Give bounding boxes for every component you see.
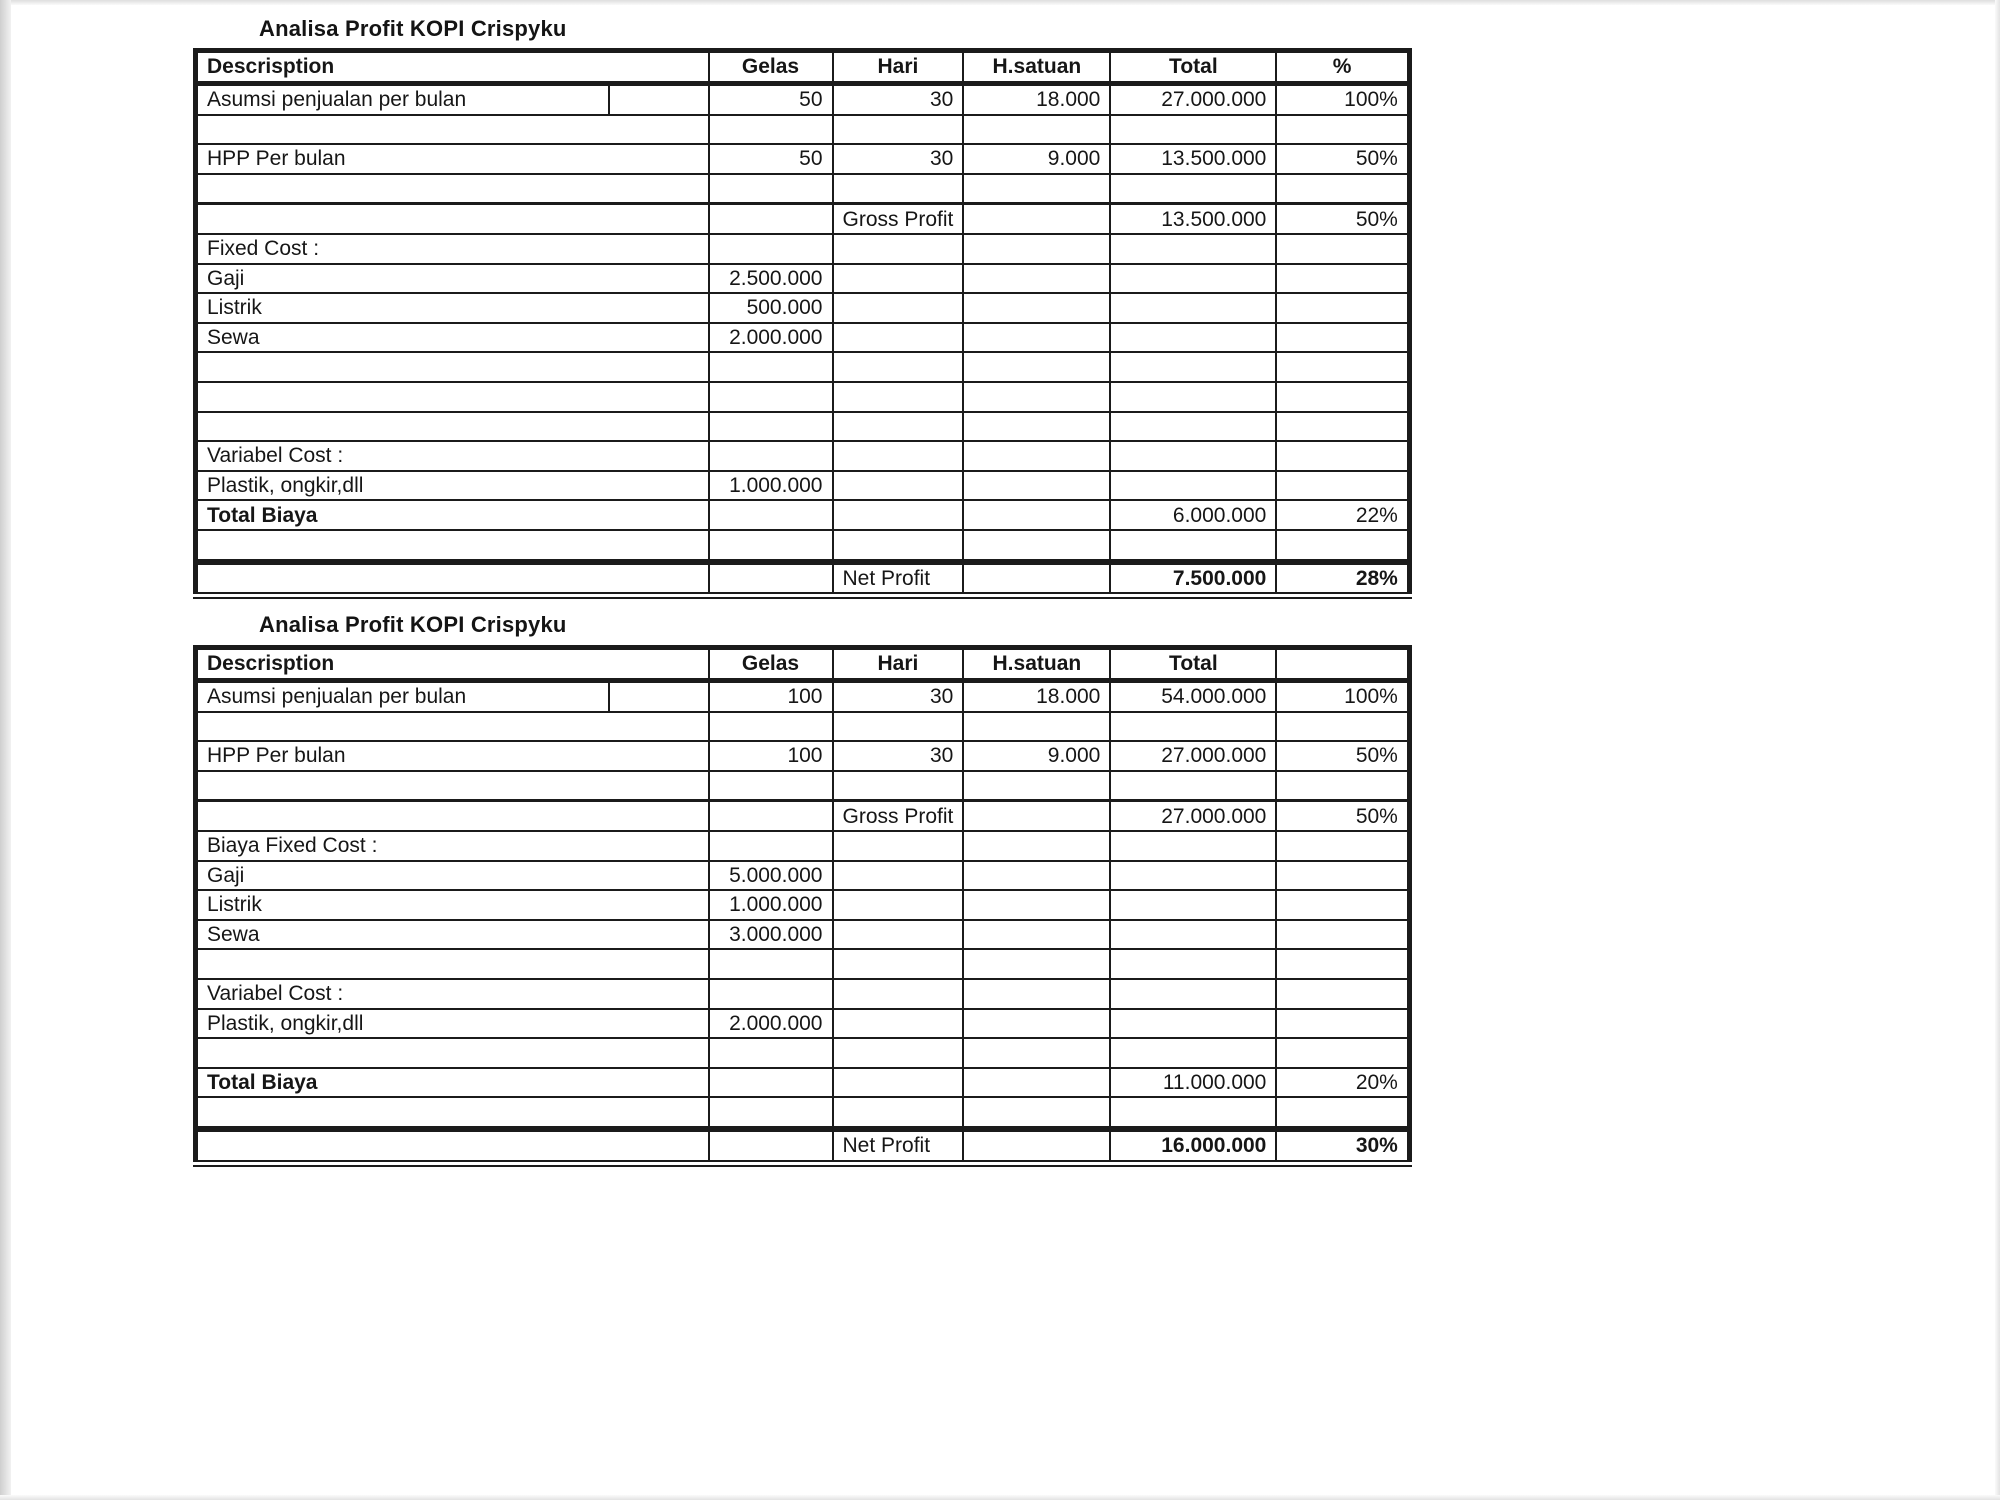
table-cell: 7.500.000 bbox=[1110, 562, 1276, 596]
table-cell bbox=[196, 115, 709, 145]
table-cell bbox=[963, 471, 1110, 501]
table-cell: 20% bbox=[1276, 1068, 1409, 1098]
table-cell bbox=[1110, 949, 1276, 979]
table-cell bbox=[1276, 174, 1409, 204]
table-cell: Sewa bbox=[196, 920, 709, 950]
table-cell: 27.000.000 bbox=[1110, 741, 1276, 771]
table-cell bbox=[833, 1068, 964, 1098]
table-cell bbox=[709, 441, 833, 471]
table-cell bbox=[833, 920, 964, 950]
table-row bbox=[196, 831, 1410, 861]
table-cell bbox=[709, 382, 833, 412]
table-cell bbox=[1110, 293, 1276, 323]
table-cell: 5.000.000 bbox=[709, 861, 833, 891]
table-cell bbox=[833, 949, 964, 979]
table-cell bbox=[709, 234, 833, 264]
table-cell: Asumsi penjualan per bulan bbox=[196, 681, 709, 712]
table-row bbox=[196, 920, 1410, 950]
table-cell bbox=[963, 801, 1110, 831]
table-title: Analisa Profit KOPI Crispyku bbox=[259, 16, 567, 41]
table-cell: 13.500.000 bbox=[1110, 144, 1276, 174]
table-cell bbox=[1276, 771, 1409, 801]
table-row bbox=[196, 801, 1410, 831]
table-row bbox=[196, 890, 1410, 920]
table-cell bbox=[963, 771, 1110, 801]
table-row bbox=[196, 861, 1410, 891]
table-cell bbox=[709, 204, 833, 234]
column-header: % bbox=[1276, 51, 1409, 84]
table-cell: 16.000.000 bbox=[1110, 1129, 1276, 1163]
table-cell bbox=[709, 1097, 833, 1129]
table-row bbox=[196, 1038, 1410, 1068]
table-row bbox=[196, 771, 1410, 801]
table-cell bbox=[833, 712, 964, 742]
table-cell bbox=[1276, 1038, 1409, 1068]
table-cell bbox=[196, 712, 709, 742]
table-cell: 30 bbox=[833, 144, 964, 174]
table-cell: 30 bbox=[833, 84, 964, 115]
table-cell bbox=[833, 1097, 964, 1129]
table-cell bbox=[1110, 1097, 1276, 1129]
table-cell: 100% bbox=[1276, 84, 1409, 115]
column-header: H.satuan bbox=[963, 51, 1110, 84]
table-cell bbox=[1276, 712, 1409, 742]
table-cell bbox=[963, 562, 1110, 596]
table-cell bbox=[1110, 771, 1276, 801]
table-cell bbox=[709, 831, 833, 861]
table-cell bbox=[1110, 323, 1276, 353]
table-cell: 30% bbox=[1276, 1129, 1409, 1163]
table-cell: 50 bbox=[709, 144, 833, 174]
table-row bbox=[196, 174, 1410, 204]
table-cell bbox=[833, 771, 964, 801]
table-cell bbox=[1110, 920, 1276, 950]
table-cell: 22% bbox=[1276, 500, 1409, 530]
table-cell: 54.000.000 bbox=[1110, 681, 1276, 712]
table-cell: Net Profit bbox=[833, 1129, 964, 1163]
table-cell bbox=[833, 293, 964, 323]
table-cell bbox=[1110, 412, 1276, 442]
table-cell bbox=[833, 1009, 964, 1039]
table-cell bbox=[709, 1068, 833, 1098]
table-row bbox=[196, 712, 1410, 742]
table-cell bbox=[833, 831, 964, 861]
table-row bbox=[196, 530, 1410, 562]
table-cell bbox=[196, 562, 709, 596]
table-cell: Fixed Cost : bbox=[196, 234, 709, 264]
table-cell bbox=[1110, 174, 1276, 204]
table-cell bbox=[1110, 979, 1276, 1009]
table-cell: Listrik bbox=[196, 293, 709, 323]
table-cell bbox=[1276, 920, 1409, 950]
table-cell: 9.000 bbox=[963, 144, 1110, 174]
table-cell bbox=[709, 979, 833, 1009]
table-cell bbox=[1276, 530, 1409, 562]
table-row bbox=[196, 1129, 1410, 1163]
table-cell bbox=[709, 500, 833, 530]
table-cell bbox=[1276, 861, 1409, 891]
table-cell bbox=[1276, 115, 1409, 145]
table-cell bbox=[196, 771, 709, 801]
table-cell: 27.000.000 bbox=[1110, 84, 1276, 115]
table-cell bbox=[1276, 234, 1409, 264]
table-cell: Variabel Cost : bbox=[196, 979, 709, 1009]
table-cell bbox=[196, 204, 709, 234]
table-row bbox=[196, 264, 1410, 294]
table-cell bbox=[833, 441, 964, 471]
table-row bbox=[196, 352, 1410, 382]
table-cell bbox=[833, 264, 964, 294]
table-cell: Total Biaya bbox=[196, 1068, 709, 1098]
table-cell bbox=[963, 500, 1110, 530]
table-cell bbox=[963, 412, 1110, 442]
table-cell bbox=[709, 174, 833, 204]
table-cell bbox=[833, 530, 964, 562]
table-cell bbox=[1110, 382, 1276, 412]
column-header bbox=[1276, 648, 1409, 681]
table-cell bbox=[196, 1097, 709, 1129]
table-cell bbox=[963, 352, 1110, 382]
table-row bbox=[196, 500, 1410, 530]
table-row bbox=[196, 1009, 1410, 1039]
column-header: Hari bbox=[833, 648, 964, 681]
table-cell bbox=[963, 712, 1110, 742]
table-cell bbox=[833, 115, 964, 145]
table-cell: Net Profit bbox=[833, 562, 964, 596]
scan-edge-artifact bbox=[0, 0, 11, 1500]
table-cell bbox=[1110, 861, 1276, 891]
column-header: Gelas bbox=[709, 51, 833, 84]
table-row bbox=[196, 144, 1410, 174]
table-cell bbox=[833, 500, 964, 530]
table-cell bbox=[963, 920, 1110, 950]
table-cell bbox=[196, 1038, 709, 1068]
table-cell bbox=[963, 1038, 1110, 1068]
table-row bbox=[196, 979, 1410, 1009]
table-cell bbox=[1110, 1038, 1276, 1068]
table-cell bbox=[1276, 382, 1409, 412]
table-cell bbox=[963, 115, 1110, 145]
table-row bbox=[196, 949, 1410, 979]
table-cell: 2.000.000 bbox=[709, 323, 833, 353]
table-cell bbox=[833, 174, 964, 204]
table-cell: 100 bbox=[709, 681, 833, 712]
table-cell: 18.000 bbox=[963, 84, 1110, 115]
table-row bbox=[196, 741, 1410, 771]
table-cell: 1.000.000 bbox=[709, 471, 833, 501]
table-cell bbox=[1276, 1009, 1409, 1039]
table-cell: 1.000.000 bbox=[709, 890, 833, 920]
table-cell bbox=[1110, 115, 1276, 145]
table-row bbox=[196, 412, 1410, 442]
table-cell bbox=[1110, 890, 1276, 920]
table-cell bbox=[963, 441, 1110, 471]
table-cell bbox=[709, 530, 833, 562]
table-cell: 500.000 bbox=[709, 293, 833, 323]
table-cell bbox=[1276, 323, 1409, 353]
column-header: Descrisption bbox=[196, 648, 709, 681]
table-cell: Listrik bbox=[196, 890, 709, 920]
table-cell: HPP Per bulan bbox=[196, 741, 709, 771]
table-cell bbox=[833, 382, 964, 412]
table-cell: 11.000.000 bbox=[1110, 1068, 1276, 1098]
table-cell: 100 bbox=[709, 741, 833, 771]
table-cell: 6.000.000 bbox=[1110, 500, 1276, 530]
table-cell: Gaji bbox=[196, 861, 709, 891]
table-cell bbox=[963, 234, 1110, 264]
table-row bbox=[196, 681, 1410, 712]
table-cell: 30 bbox=[833, 681, 964, 712]
table-cell: 50% bbox=[1276, 741, 1409, 771]
table-cell bbox=[1276, 890, 1409, 920]
table-cell: 50% bbox=[1276, 204, 1409, 234]
column-header: H.satuan bbox=[963, 648, 1110, 681]
profit-analysis-table-2 bbox=[193, 645, 1412, 1167]
table-cell bbox=[833, 234, 964, 264]
table-cell bbox=[1276, 441, 1409, 471]
table-cell: 50% bbox=[1276, 144, 1409, 174]
table-cell bbox=[1276, 831, 1409, 861]
column-header: Total bbox=[1110, 648, 1276, 681]
table-cell: 50% bbox=[1276, 801, 1409, 831]
table-cell: 18.000 bbox=[963, 681, 1110, 712]
table-cell bbox=[709, 562, 833, 596]
table-cell bbox=[709, 801, 833, 831]
table-cell: 30 bbox=[833, 741, 964, 771]
table-cell: Asumsi penjualan per bulan bbox=[196, 84, 709, 115]
table-cell: 3.000.000 bbox=[709, 920, 833, 950]
table-cell bbox=[1276, 471, 1409, 501]
table-cell bbox=[963, 979, 1110, 1009]
table-cell bbox=[709, 1129, 833, 1163]
table-cell bbox=[833, 323, 964, 353]
table-cell bbox=[709, 1038, 833, 1068]
table-cell: 27.000.000 bbox=[1110, 801, 1276, 831]
table-cell bbox=[963, 831, 1110, 861]
table-row bbox=[196, 562, 1410, 596]
table-cell: Gross Profit bbox=[833, 801, 964, 831]
table-cell bbox=[709, 712, 833, 742]
table-cell bbox=[833, 890, 964, 920]
table-cell bbox=[196, 352, 709, 382]
table-cell: Total Biaya bbox=[196, 500, 709, 530]
table-cell bbox=[1110, 1009, 1276, 1039]
table-cell bbox=[963, 1068, 1110, 1098]
table-cell bbox=[196, 1129, 709, 1163]
table-cell: Plastik, ongkir,dll bbox=[196, 471, 709, 501]
table-row bbox=[196, 382, 1410, 412]
cell-divider-line bbox=[608, 681, 610, 712]
table-cell bbox=[1276, 352, 1409, 382]
table-cell: HPP Per bulan bbox=[196, 144, 709, 174]
table-cell bbox=[963, 264, 1110, 294]
table-cell bbox=[1110, 471, 1276, 501]
table-cell bbox=[196, 412, 709, 442]
table-cell bbox=[1110, 441, 1276, 471]
table-cell bbox=[833, 352, 964, 382]
table-cell: 50 bbox=[709, 84, 833, 115]
table-cell bbox=[833, 471, 964, 501]
header-row bbox=[196, 648, 1410, 681]
table-row bbox=[196, 115, 1410, 145]
table-cell bbox=[1110, 264, 1276, 294]
scan-edge-artifact bbox=[0, 0, 2000, 5]
table-cell bbox=[1110, 352, 1276, 382]
scan-edge-artifact bbox=[1995, 0, 2000, 1500]
table-cell: 28% bbox=[1276, 562, 1409, 596]
table-cell: Variabel Cost : bbox=[196, 441, 709, 471]
table-cell bbox=[833, 1038, 964, 1068]
table-cell bbox=[709, 115, 833, 145]
table-cell bbox=[963, 1129, 1110, 1163]
table-cell bbox=[1276, 293, 1409, 323]
table-cell: Sewa bbox=[196, 323, 709, 353]
table-cell bbox=[963, 1097, 1110, 1129]
table-cell: Plastik, ongkir,dll bbox=[196, 1009, 709, 1039]
table-cell bbox=[1110, 234, 1276, 264]
column-header: Gelas bbox=[709, 648, 833, 681]
table-cell: 9.000 bbox=[963, 741, 1110, 771]
table-cell bbox=[963, 949, 1110, 979]
table-cell bbox=[196, 174, 709, 204]
table-cell bbox=[709, 771, 833, 801]
table-cell bbox=[963, 293, 1110, 323]
table-cell bbox=[709, 352, 833, 382]
table-row bbox=[196, 293, 1410, 323]
table-cell: Gross Profit bbox=[833, 204, 964, 234]
table-cell bbox=[1276, 264, 1409, 294]
table-row bbox=[196, 204, 1410, 234]
table-row bbox=[196, 1097, 1410, 1129]
header-row bbox=[196, 51, 1410, 84]
table-cell bbox=[1276, 949, 1409, 979]
table-cell bbox=[196, 530, 709, 562]
table-cell bbox=[833, 979, 964, 1009]
table-row bbox=[196, 441, 1410, 471]
table-cell: Gaji bbox=[196, 264, 709, 294]
table-cell bbox=[833, 412, 964, 442]
table-cell: 100% bbox=[1276, 681, 1409, 712]
table-cell bbox=[709, 949, 833, 979]
table-cell bbox=[196, 949, 709, 979]
table-row bbox=[196, 323, 1410, 353]
table-cell bbox=[196, 382, 709, 412]
table-cell: Biaya Fixed Cost : bbox=[196, 831, 709, 861]
table-title: Analisa Profit KOPI Crispyku bbox=[259, 612, 567, 637]
table-row bbox=[196, 1068, 1410, 1098]
table-cell bbox=[963, 861, 1110, 891]
table-cell bbox=[1276, 1097, 1409, 1129]
table-cell bbox=[963, 382, 1110, 412]
scan-edge-artifact bbox=[0, 1495, 2000, 1500]
table-cell: 13.500.000 bbox=[1110, 204, 1276, 234]
table-cell bbox=[963, 530, 1110, 562]
table-cell bbox=[963, 204, 1110, 234]
column-header: Total bbox=[1110, 51, 1276, 84]
table-row bbox=[196, 234, 1410, 264]
table-cell bbox=[963, 1009, 1110, 1039]
table-cell bbox=[1110, 831, 1276, 861]
table-cell bbox=[833, 861, 964, 891]
table-row bbox=[196, 84, 1410, 115]
table-cell bbox=[1110, 530, 1276, 562]
table-cell bbox=[709, 412, 833, 442]
table-cell: 2.000.000 bbox=[709, 1009, 833, 1039]
table-cell bbox=[963, 323, 1110, 353]
table-row bbox=[196, 471, 1410, 501]
column-header: Hari bbox=[833, 51, 964, 84]
table-cell bbox=[963, 174, 1110, 204]
table-cell bbox=[1276, 412, 1409, 442]
table-cell bbox=[1276, 979, 1409, 1009]
profit-analysis-table-1 bbox=[193, 48, 1412, 599]
table-cell bbox=[963, 890, 1110, 920]
cell-divider-line bbox=[608, 84, 610, 115]
table-cell bbox=[1110, 712, 1276, 742]
table-cell bbox=[196, 801, 709, 831]
column-header: Descrisption bbox=[196, 51, 709, 84]
table-cell: 2.500.000 bbox=[709, 264, 833, 294]
